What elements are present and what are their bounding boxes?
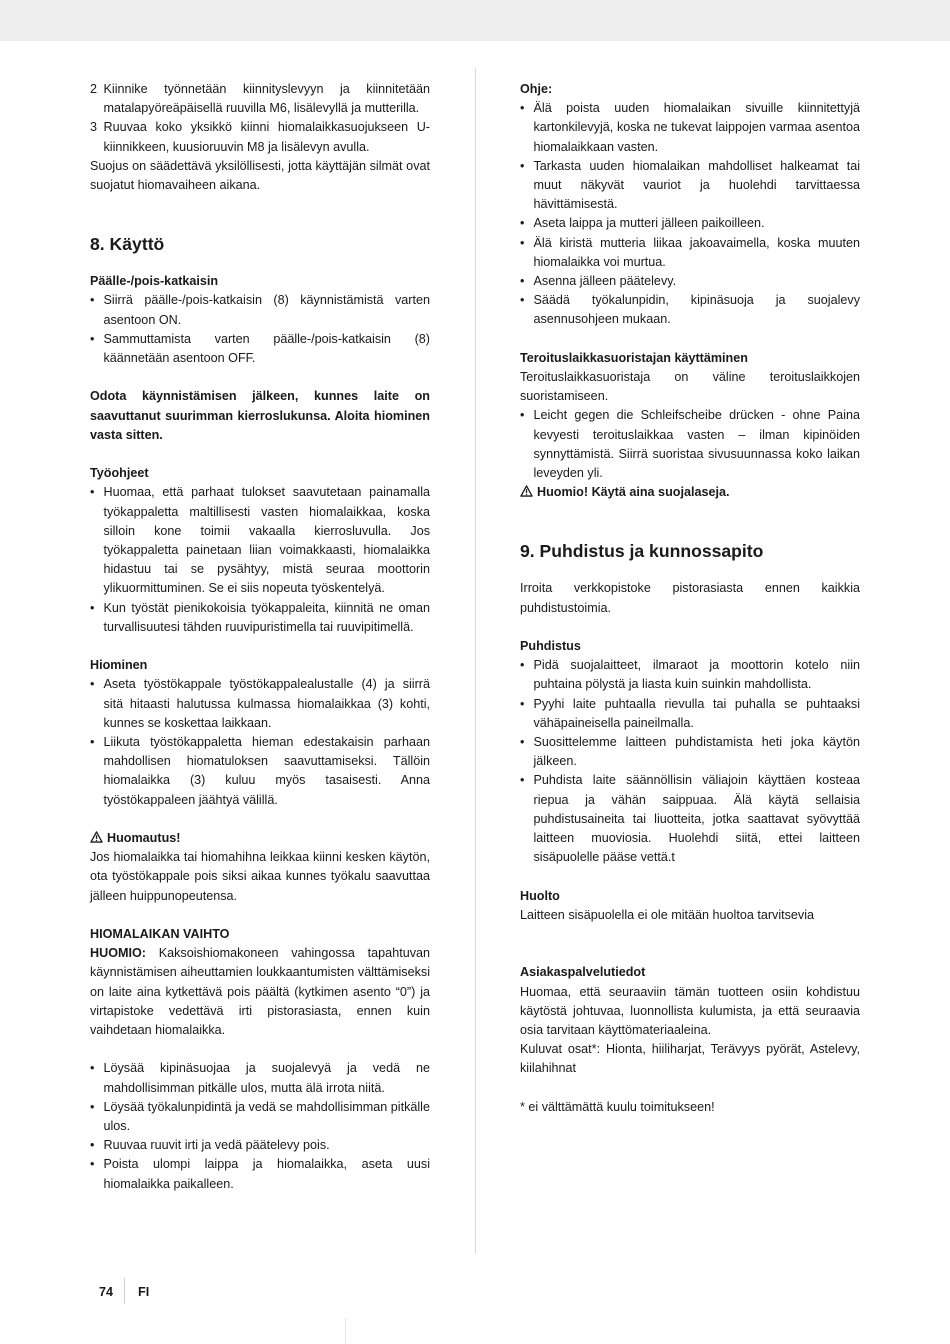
list-item: • Leicht gegen die Schleifscheibe drücken - ohne Paina kevyesti teroituslaikkaa vasten – ilman kipinöiden synnyttämistä. Siirrä suoristaa sivusuunnassa koko laikan leveyden yli.: [520, 406, 860, 483]
page-number: 74: [99, 1285, 114, 1299]
maintenance-text: Laitteen sisäpuolella ei ole mitään huoltoa tarvitsevia: [520, 907, 815, 922]
bottom-crop-mark: [345, 1318, 346, 1344]
grinding-list: [90, 675, 430, 809]
maintenance-heading: Huolto: [520, 888, 560, 903]
assembly-step: 2 Kiinnike työnnetään kiinnityslevyyn ja kiinnitetään matalapyöreäpäisellä ruuvilla M6, lisälevyllä ja mutterilla.: [90, 82, 430, 116]
list-item: • Säädä työkalunpidin, kipinäsuoja ja suojalevy asennusohjeen mukaan.: [520, 291, 860, 329]
list-item: • Älä poista uuden hiomalaikan sivuille kiinnitettyjä kartonkilevyjä, koska ne tukevat laippojen varmaa asentoa hiomalaikkaan vasten.: [520, 99, 860, 157]
list-item: • Älä kiristä mutteria liikaa jakoavaimella, koska muuten hiomalaikka voi murtua.: [520, 234, 860, 272]
footer-separator: [124, 1278, 125, 1304]
list-item: • Tarkasta uuden hiomalaikan mahdolliset halkeamat tai muut näkyvät vauriot ja huolehdi tarvittaessa hävittämisestä.: [520, 157, 860, 215]
sharpener-text: Teroituslaikkasuoristaja on väline teroituslaikkojen suoristamiseen.: [520, 370, 860, 404]
list-item: • Siirrä päälle-/pois-katkaisin (8) käynnistämistä varten asentoon ON.: [90, 291, 430, 329]
top-band: [0, 0, 950, 41]
right-column: [520, 80, 860, 1117]
left-column: [90, 80, 430, 1194]
list-item: • Ruuvaa ruuvit irti ja vedä päätelevy pois.: [90, 1136, 430, 1155]
list-item: • Aseta laippa ja mutteri jälleen paikoilleen.: [520, 214, 860, 233]
warning-triangle-icon: [90, 831, 103, 843]
safety-glasses-warning: Huomio! Käytä aina suojalaseja.: [520, 483, 860, 502]
list-item: • Suosittelemme laitteen puhdistamista heti joka käytön jälkeen.: [520, 733, 860, 771]
list-item: • Pidä suojalaitteet, ilmaraot ja moottorin kotelo niin puhtaina pölystä ja liasta kuin suinkin mahdollista.: [520, 656, 860, 694]
sharpener-heading: Teroituslaikkasuoristajan käyttäminen: [520, 350, 748, 365]
customer-service-heading: Asiakaspalvelutiedot: [520, 965, 646, 980]
guide-list: [520, 99, 860, 329]
section-title-usage: 8. Käyttö: [90, 234, 165, 255]
list-item: • Löysää työkalunpidintä ja vedä se mahdollisimman pitkälle ulos.: [90, 1098, 430, 1136]
caution-heading: Huomautus!: [90, 829, 430, 848]
wheel-change-heading: HIOMALAIKAN VAIHTO: [90, 927, 230, 942]
list-item: • Puhdista laite säännöllisin väliajoin käyttäen kosteaa riepua ja vähän saippuaa. Älä käytä sellaisia puhdistusaineita tai liuotteita, jotka saattavat syövyttää laitteen muoviosia. Huolehdi siitä, ettei laitteen sisäpuolelle pääse vettä.t: [520, 771, 860, 867]
work-instructions-heading: Työohjeet: [90, 466, 149, 481]
wheel-change-list: [90, 1059, 430, 1193]
cleaning-list: [520, 656, 860, 867]
wear-parts-text: Kuluvat osat*: Hionta, hiiliharjat, Terävyys pyörät, Astelevy, kiilahihnat: [520, 1042, 860, 1076]
list-item: • Kun työstät pienikokoisia työkappaleita, kiinnitä ne oman turvallisuutesi tähden ruuvipuristimella tai ruuvipitimellä.: [90, 599, 430, 637]
section-title-cleaning: 9. Puhdistus ja kunnossapito: [520, 541, 764, 562]
grinding-heading: Hiominen: [90, 658, 148, 673]
list-item: • Pyyhi laite puhtaalla rievulla tai puhalla se puhtaaksi vähäpaineisella paineilmalla.: [520, 695, 860, 733]
list-item: • Aseta työstökappale työstökappalealustalle (4) ja siirrä sitä hitaasti halutussa kulmassa hiomalaikkaa (3) kohti, kunnes se koskettaa laikkaan.: [90, 675, 430, 733]
guard-adjust-note: Suojus on säädettävä yksilöllisesti, jotta käyttäjän silmät ovat suojatut hiomavaiheen aikana.: [90, 158, 430, 193]
list-item: • Löysää kipinäsuojaa ja suojalevyä ja vedä ne mahdollisimman pitkälle ulos, mutta älä irrota niitä.: [90, 1059, 430, 1097]
language-code: FI: [138, 1285, 150, 1299]
guide-heading: Ohje:: [520, 82, 553, 96]
customer-service-text: Huomaa, että seuraaviin tämän tuotteen osiin kohdistuu käytöstä johtuvaa, luonnollista kulumista, ja että seuraavia osia tarvitaan käyttömateriaaleina.: [520, 984, 860, 1038]
column-divider: [475, 68, 476, 1253]
list-item: • Huomaa, että parhaat tulokset saavutetaan painamalla työkappaletta maltillisesti vasten hiomalaikkaa, koska silloin kone toimii vakaalla kierrosluvulla. Jos työkappaletta painetaan liian voimakkaasti, hiomalaikka hidastuu tai se pysähtyy, mistä seuraa moottorin ylikuormittuminen. Se ei siis nopeuta työskentelyä.: [90, 483, 430, 598]
startup-wait-note: Odota käynnistämisen jälkeen, kunnes laite on saavuttanut suurimman kierroslukunsa. Aloita hiominen vasta sitten.: [90, 389, 430, 442]
list-item: • Poista ulompi laippa ja hiomalaikka, aseta uusi hiomalaikka paikalleen.: [90, 1155, 430, 1193]
assembly-steps: [90, 80, 430, 157]
cleaning-heading: Puhdistus: [520, 639, 581, 654]
sharpener-list: [520, 406, 860, 483]
switch-heading: Päälle-/pois-katkaisin: [90, 274, 219, 289]
wheel-change-warning: HUOMIO: Kaksoishiomakoneen vahingossa tapahtuvan käynnistämisen aiheuttamien loukkaantumisten välttämiseksi on laite aina kytkettävä pois päältä (kytkimen asento “0”) ja virtapistoke vedettävä irti pistorasiasta, ennen kuin vaihdetaan hiomalaikka.: [90, 946, 431, 1038]
unplug-note: Irroita verkkopistoke pistorasiasta ennen kaikkia puhdistustoimia.: [520, 581, 860, 615]
switch-list: [90, 291, 430, 368]
warning-triangle-icon: [520, 485, 533, 497]
list-item: • Liikuta työstökappaletta hieman edestakaisin parhaan mahdollisen hiomatuloksen saavuttamiseksi. Tällöin hiomalaikka (3) kuluu myös tasaisesti. Anna työstökappaleen jäähtyä välillä.: [90, 733, 430, 810]
footnote: * ei välttämättä kuulu toimitukseen!: [520, 1099, 715, 1114]
work-instructions-list: [90, 483, 430, 637]
list-item: • Asenna jälleen päätelevy.: [520, 272, 860, 291]
caution-text: Jos hiomalaikka tai hiomahihna leikkaa kiinni kesken käytön, ota työstökappale pois siksi aikaa kunnes työkalu saavuttaa jälleen huippunopeutensa.: [90, 850, 430, 903]
assembly-step: 3 Ruuvaa koko yksikkö kiinni hiomalaikkasuojukseen U-kiinnikkeen, kuusioruuvin M8 ja lisälevyn avulla.: [90, 120, 430, 154]
list-item: • Sammuttamista varten päälle-/pois-katkaisin (8) käännetään asentoon OFF.: [90, 330, 430, 368]
